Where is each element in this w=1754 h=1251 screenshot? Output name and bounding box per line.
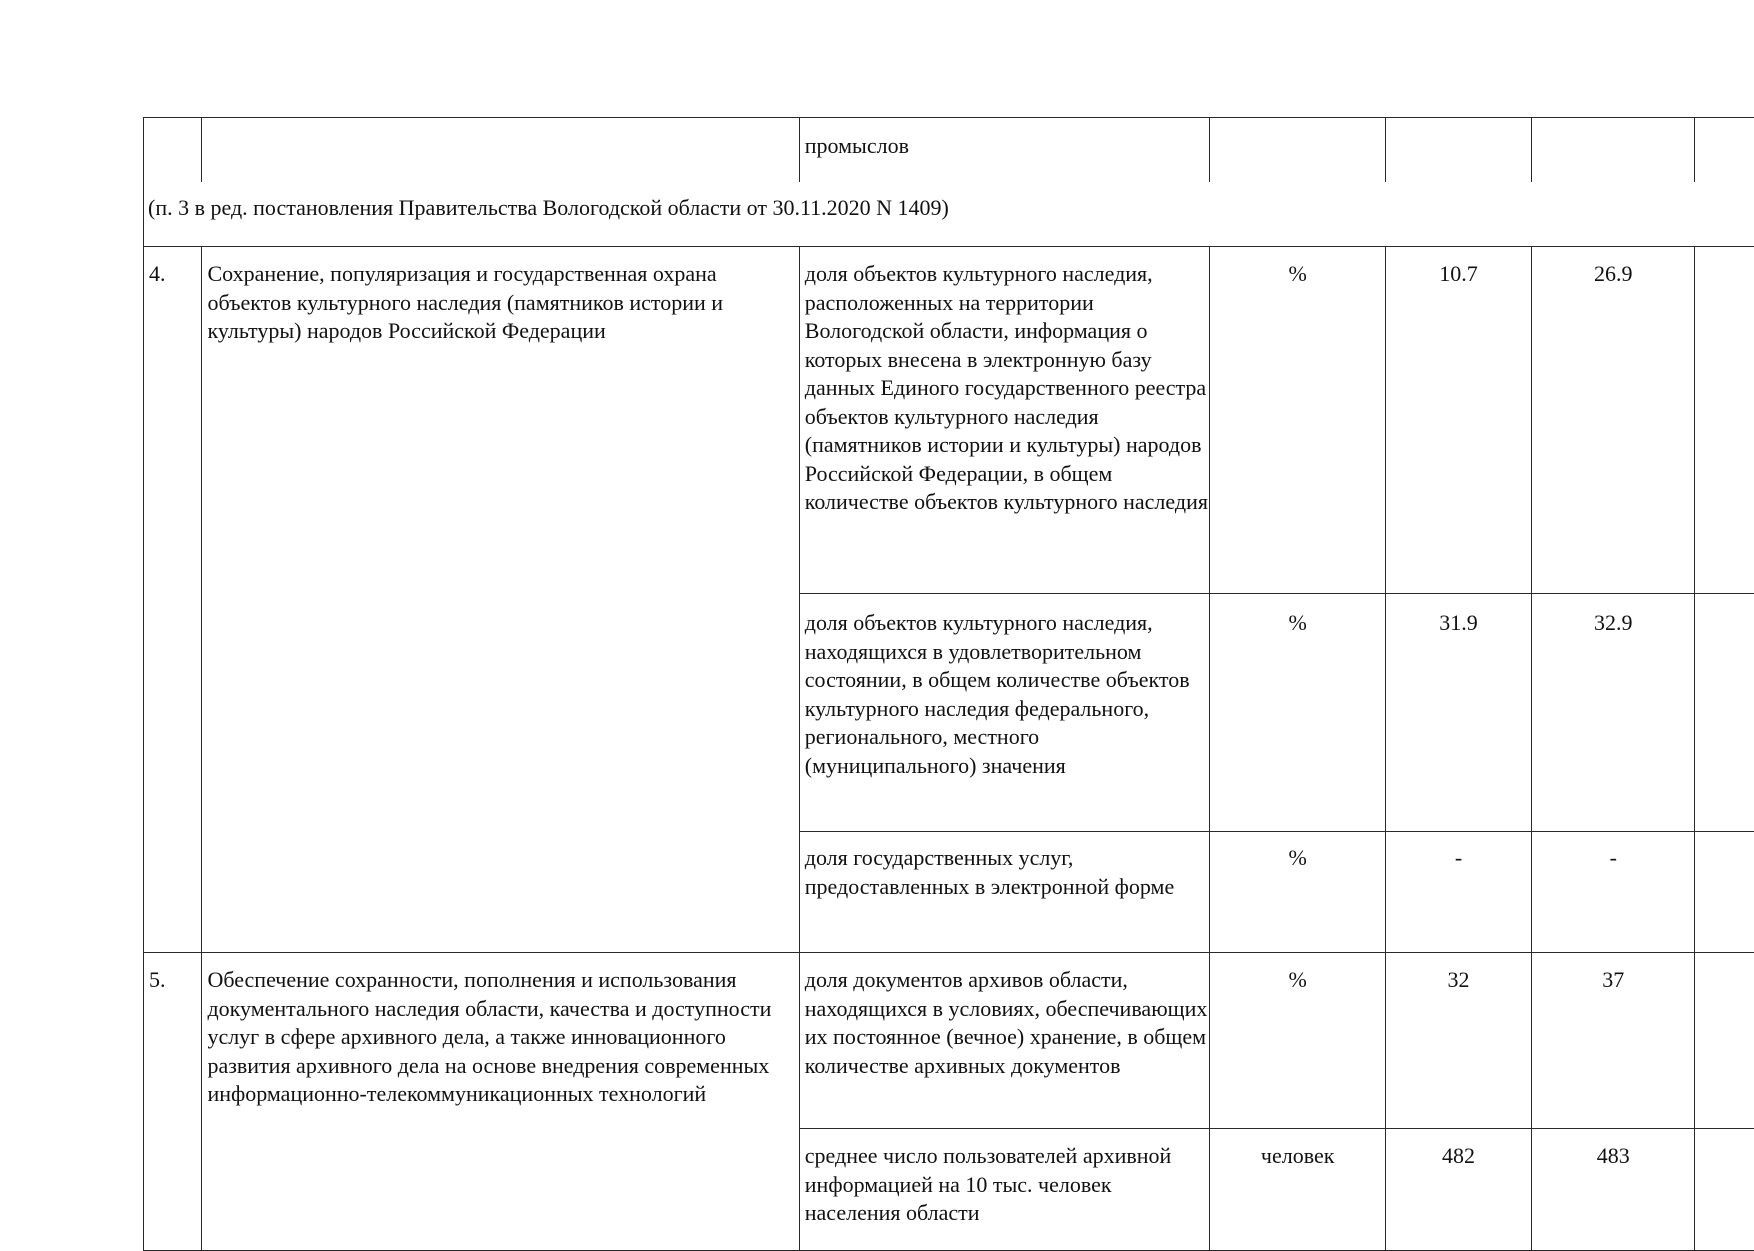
- table-row-continued: [144, 118, 1754, 183]
- cell-indicator: промыслов: [799, 118, 1210, 183]
- task-text: Обеспечение сохранности, пополнения и использования документального наследия области, качества и доступности услуг в сфере архивного дела, а также инновационного развития архивного дела на основе внедрения современных информационно-телекоммуникационных технологий: [202, 953, 799, 1251]
- indicator-name: доля государственных услуг, предоставленных в электронной форме: [799, 832, 1210, 953]
- indicator-value-2: 483: [1532, 1129, 1695, 1251]
- indicator-value-3: [1695, 1129, 1754, 1251]
- amendment-note: (п. 3 в ред. постановления Правительства Вологодской области от 30.11.2020 N 1409): [144, 182, 1754, 247]
- cell-value-2: [1532, 118, 1695, 183]
- task-text: Сохранение, популяризация и государственная охрана объектов культурного наследия (памятников истории и культуры) народов Российской Федерации: [202, 247, 799, 953]
- indicator-value-1: 32: [1385, 953, 1531, 1129]
- indicator-name: доля объектов культурного наследия, находящихся в удовлетворительном состоянии, в общем количестве объектов культурного наследия федерального, регионального, местного (муниципального) значения: [799, 594, 1210, 832]
- indicator-value-3: [1695, 247, 1754, 594]
- indicator-value-2: 37: [1532, 953, 1695, 1129]
- indicator-unit: %: [1210, 832, 1385, 953]
- indicator-name: доля документов архивов области, находящихся в условиях, обеспечивающих их постоянное (вечное) хранение, в общем количестве архивных документов: [799, 953, 1210, 1129]
- indicator-unit: человек: [1210, 1129, 1385, 1251]
- cell-value-1: [1385, 118, 1531, 183]
- indicator-value-2: 26.9: [1532, 247, 1695, 594]
- indicator-value-1: 31.9: [1385, 594, 1531, 832]
- table-row: [144, 953, 1754, 1129]
- indicator-value-1: 482: [1385, 1129, 1531, 1251]
- row-number: 4.: [144, 247, 202, 953]
- cell-task: [202, 118, 799, 183]
- indicator-value-3: [1695, 594, 1754, 832]
- row-number: 5.: [144, 953, 202, 1251]
- indicator-name: доля объектов культурного наследия, расположенных на территории Вологодской области, информация о которых внесена в электронную базу данных Единого государственного реестра объектов культурного наследия (памятников истории и культуры) народов Российской Федерации, в общем количестве объектов культурного наследия: [799, 247, 1210, 594]
- indicator-name: среднее число пользователей архивной информацией на 10 тыс. человек населения области: [799, 1129, 1210, 1251]
- indicator-unit: %: [1210, 247, 1385, 594]
- cell-number: [144, 118, 202, 183]
- indicator-unit: %: [1210, 594, 1385, 832]
- indicator-value-3: [1695, 953, 1754, 1129]
- indicator-value-1: -: [1385, 832, 1531, 953]
- indicator-value-3: [1695, 832, 1754, 953]
- indicator-value-1: 10.7: [1385, 247, 1531, 594]
- amendment-note-row: [144, 182, 1754, 247]
- table-row: [144, 247, 1754, 594]
- cell-unit: [1210, 118, 1385, 183]
- indicator-value-2: -: [1532, 832, 1695, 953]
- indicator-value-2: 32.9: [1532, 594, 1695, 832]
- cell-value-3: [1695, 118, 1754, 183]
- indicator-unit: %: [1210, 953, 1385, 1129]
- indicators-table: [143, 117, 1754, 1251]
